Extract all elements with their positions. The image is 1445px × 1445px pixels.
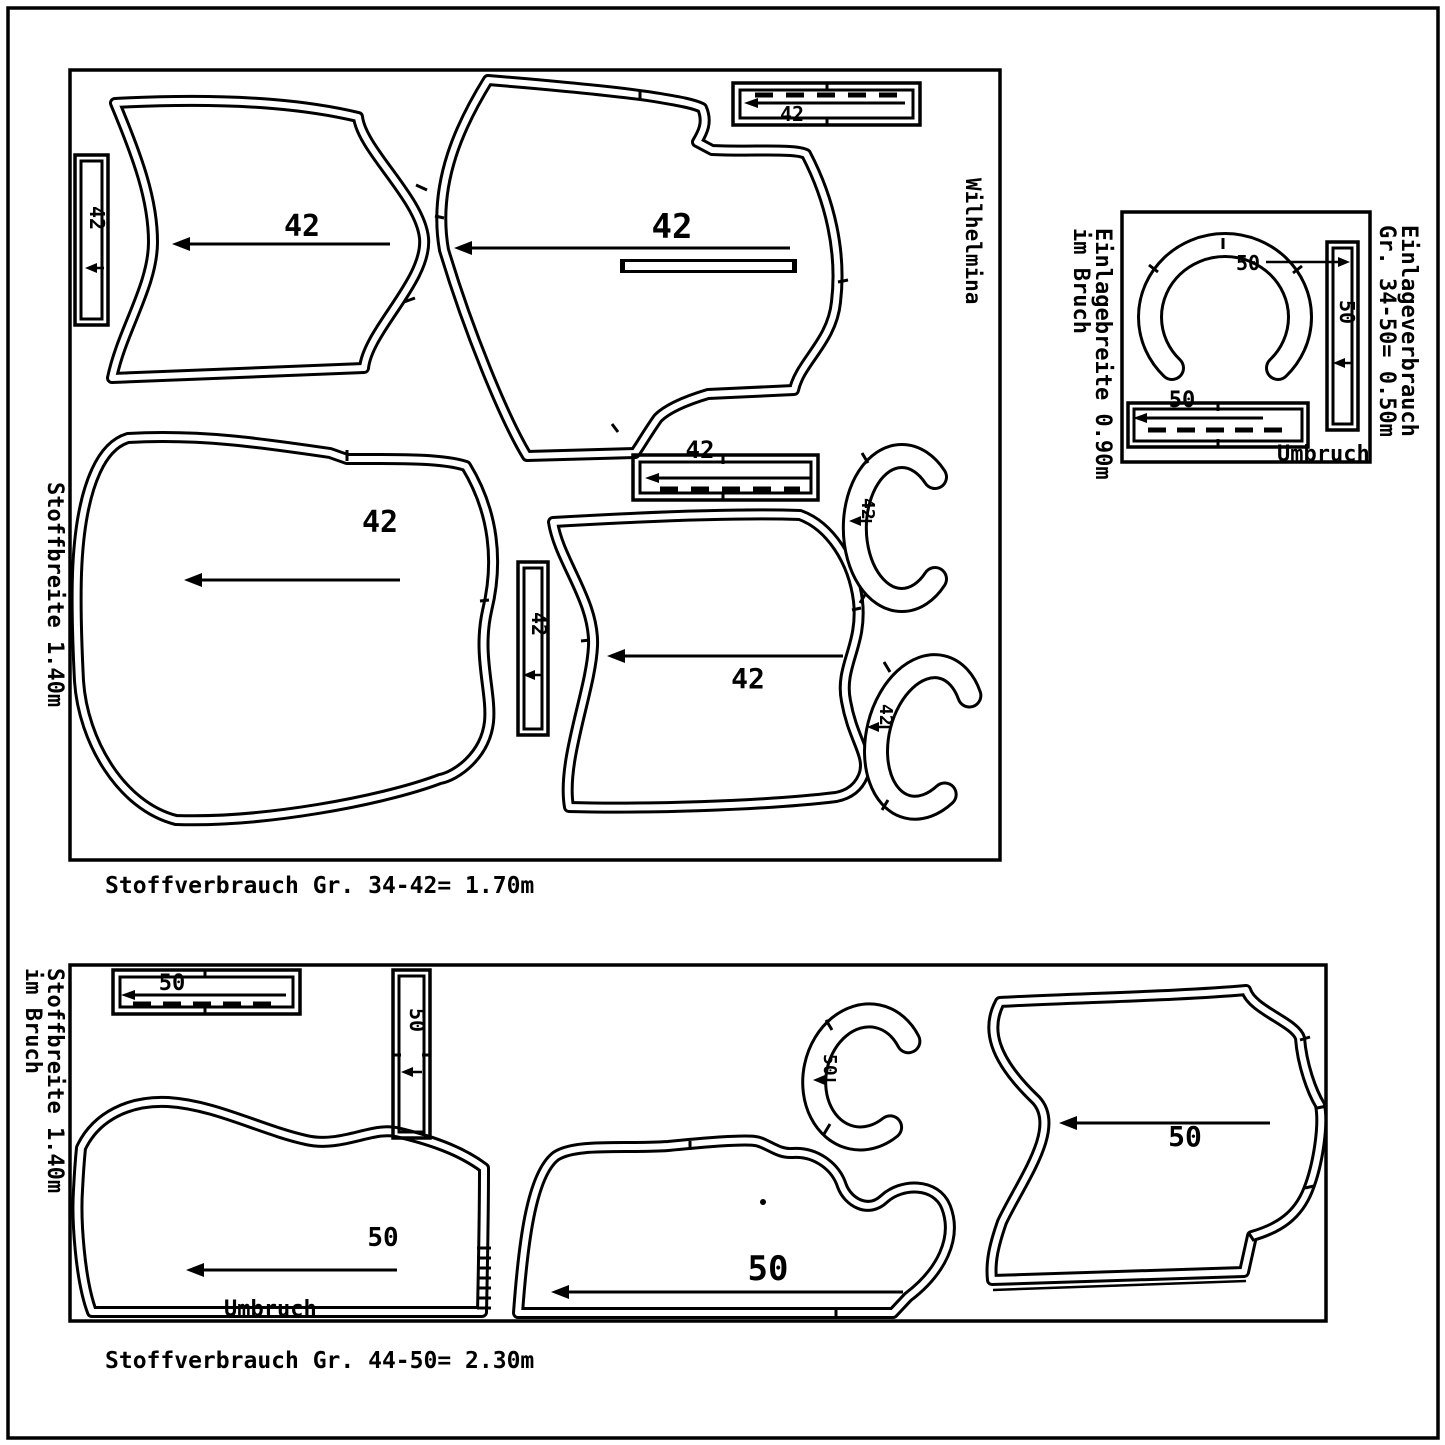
size-label-strip-top-42: 42: [779, 102, 805, 126]
size-label-interfacing-collar: 50: [1235, 251, 1261, 275]
size-label-strip-mid-42: 42: [685, 436, 715, 464]
size-label-front-50: 50: [747, 1249, 789, 1289]
fabric-width-fold-note-bottom: im Bruch: [20, 968, 45, 1074]
size-label-skirt-back-42: 42: [731, 662, 765, 695]
fabric-width-label-bottom: Stoffbreite 1.40m: [42, 968, 67, 1194]
size-label-collar-lower-42: 42: [875, 704, 896, 726]
size-label-skirt-front-42: 42: [361, 505, 399, 540]
size-label-strip-h-50: 50: [158, 971, 186, 996]
strip-belt-50-vertical: [393, 970, 430, 1138]
grain-arrow-strip-h-50: [121, 990, 286, 1000]
pattern-piece-sleeve-50: [991, 990, 1321, 1290]
fabric-width-label-top: Stoffbreite 1.40m: [42, 482, 67, 708]
pattern-piece-skirt-front-42: [77, 437, 494, 820]
grain-arrow-strip-top-42: [744, 98, 905, 108]
fabric-usage-caption-bottom: Stoffverbrauch Gr. 44-50= 2.30m: [105, 1348, 535, 1374]
grain-arrow-strip-v-50: [401, 1067, 422, 1077]
button-mark: [760, 1199, 766, 1205]
pattern-piece-back-42: [112, 101, 424, 378]
fold-edge-label-inset: Umbruch: [1277, 442, 1370, 467]
gather-marks-skirt-back-50: [477, 1248, 491, 1308]
size-label-collar-50: 50: [819, 1054, 840, 1076]
interfacing-width-label: Einlagebreite 0.90m: [1090, 228, 1115, 480]
interfacing-usage-label: Einlageverbrauch: [1396, 225, 1421, 437]
grain-arrow-interfacing-strip-v: [1333, 358, 1352, 368]
collar-piece-42-lower: [862, 656, 975, 815]
fabric-usage-caption-top: Stoffverbrauch Gr. 34-42= 1.70m: [105, 873, 535, 899]
size-label-interfacing-strip-v: 50: [1335, 300, 1359, 325]
pattern-piece-front-42: [441, 80, 837, 456]
size-label-interfacing-strip-h: 50: [1168, 388, 1196, 413]
strip-belt-42-mid: [518, 562, 548, 735]
size-label-skirt-back-50: 50: [367, 1223, 399, 1253]
grain-arrow-strip-vmid-42: [523, 670, 542, 680]
size-label-sleeve-50: 50: [1168, 1120, 1202, 1153]
pattern-name-label: Wilhelmina: [961, 178, 985, 305]
grain-arrow-interfacing-strip-h: [1133, 413, 1263, 423]
size-label-strip-vmid-42: 42: [527, 612, 551, 637]
size-label-front-42: 42: [651, 207, 693, 247]
strip-belt-42-left: [75, 155, 108, 325]
interfacing-strip-vertical-50: [1327, 242, 1358, 430]
size-label-collar-upper-42: 42: [857, 498, 878, 520]
collar-piece-42-upper: [855, 456, 935, 600]
grain-arrow-strip-mid-42: [645, 473, 810, 483]
interfacing-usage-value: Gr. 34-50= 0.50m: [1374, 225, 1399, 437]
pattern-piece-skirt-back-42: [553, 514, 865, 807]
strip-waistband-50: [113, 970, 300, 1014]
size-label-strip-v-50: 50: [405, 1008, 429, 1033]
size-label-strip-left-42: 42: [85, 206, 109, 231]
interfacing-strip-horizontal-50: [1128, 403, 1308, 447]
interfacing-width-fold-note: im Bruch: [1068, 228, 1093, 334]
fold-edge-label-50: Umbruch: [224, 1297, 317, 1322]
pattern-piece-front-50: [518, 1140, 950, 1313]
interfacing-collar-piece-50: [1150, 245, 1300, 368]
size-label-back-42: 42: [283, 209, 321, 244]
